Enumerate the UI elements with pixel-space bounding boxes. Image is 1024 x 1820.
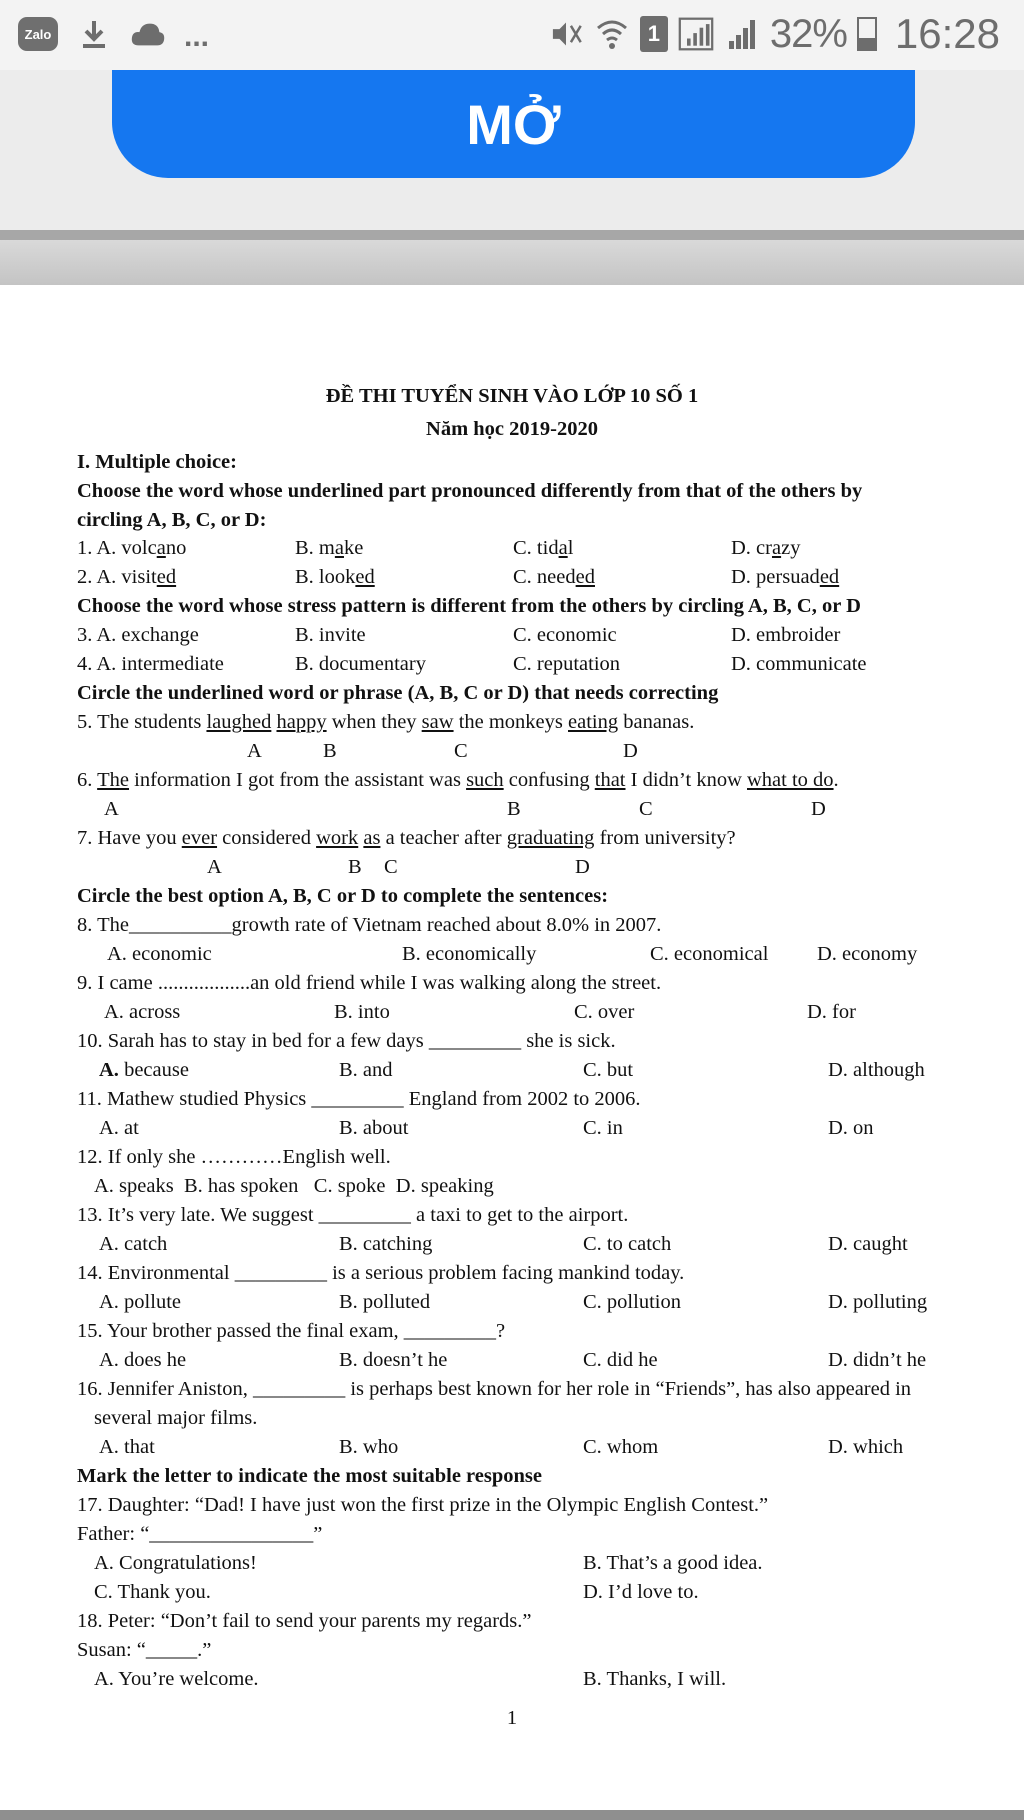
question-13: 13. It’s very late. We suggest _________ a taxi to get to the airport. — [77, 1204, 629, 1226]
option-a: A. across — [104, 1001, 181, 1023]
option-d: D. communicate — [731, 653, 867, 675]
instruction-response: Mark the letter to indicate the most suitable response — [77, 1465, 542, 1487]
option-a: A. does he — [99, 1349, 187, 1371]
question-18: 18. Peter: “Don’t fail to send your parents my regards.” — [77, 1610, 532, 1632]
option-a: A. economic — [107, 943, 212, 965]
option-b: B. That’s a good idea. — [583, 1552, 763, 1574]
question-18-options — [77, 1665, 976, 1693]
option-a: 4. A. intermediate — [77, 653, 224, 675]
question-11: 11. Mathew studied Physics _________ England from 2002 to 2006. — [77, 1088, 641, 1110]
question-7-letters: A B C D — [207, 856, 590, 878]
question-14: 14. Environmental _________ is a serious problem facing mankind today. — [77, 1262, 685, 1284]
question-16-options — [77, 1433, 976, 1461]
question-7: 7. Have you ever considered work as a teacher after graduating from university? — [77, 827, 736, 849]
question-17-father: Father: “________________” — [77, 1523, 323, 1545]
mute-vibrate-icon — [548, 16, 584, 52]
bottom-edge — [0, 1810, 1024, 1820]
option-b: B. documentary — [295, 653, 426, 675]
question-17-options-row2 — [77, 1578, 976, 1606]
question-12: 12. If only she …………English well. — [77, 1146, 391, 1168]
divider — [0, 230, 1024, 240]
option-c: C. economical — [650, 943, 769, 965]
option-d: D. caught — [828, 1233, 908, 1255]
option-c: C. pollution — [583, 1291, 681, 1313]
question-11-options — [77, 1114, 976, 1142]
cloud-icon — [130, 16, 166, 52]
question-6: 6. The information I got from the assistant was such confusing that I didn’t know what to do. — [77, 769, 839, 791]
option-b: B. who — [339, 1436, 399, 1458]
option-b: B. Thanks, I will. — [583, 1668, 727, 1690]
option-c: C. reputation — [513, 653, 621, 675]
option-b: B. polluted — [339, 1291, 431, 1313]
question-4 — [77, 650, 976, 678]
question-15: 15. Your brother passed the final exam, _________? — [77, 1320, 506, 1342]
question-2: 2. A. visited B. looked C. needed D. persuaded — [77, 566, 840, 588]
question-3 — [77, 621, 976, 649]
signal-sim2-icon — [724, 16, 760, 52]
clock: 16:28 — [894, 10, 1000, 57]
download-icon — [76, 16, 112, 52]
instruction-pronunciation-cont: circling A, B, C, or D: — [77, 509, 267, 531]
battery-icon — [857, 17, 877, 51]
option-d: D. polluting — [828, 1291, 928, 1313]
question-8-options — [77, 940, 976, 968]
more-notifications: ... — [184, 20, 210, 53]
option-b: B. about — [339, 1117, 409, 1139]
option-c: C. in — [583, 1117, 623, 1139]
battery-percent: 32% — [769, 11, 847, 56]
divider-shadow — [0, 240, 1024, 285]
wifi-icon — [594, 16, 630, 52]
option-d: D. which — [828, 1436, 904, 1458]
instruction-complete: Circle the best option A, B, C or D to complete the sentences: — [77, 885, 609, 907]
sim-icon: 1 — [640, 16, 668, 52]
question-5-letters: A B C D — [247, 740, 638, 762]
status-bar — [0, 0, 1024, 70]
option-d: D. for — [807, 1001, 856, 1023]
option-a: A. pollute — [99, 1291, 181, 1313]
option-d: D. I’d love to. — [583, 1581, 699, 1603]
zalo-icon: Zalo — [18, 17, 58, 51]
question-10-options — [77, 1056, 976, 1084]
instruction-pronunciation: Choose the word whose underlined part pronounced differently from that of the others by — [77, 480, 863, 502]
question-18-susan: Susan: “_____.” — [77, 1639, 212, 1661]
option-c: C. whom — [583, 1436, 659, 1458]
option-d: D. economy — [817, 943, 918, 965]
option-b: B. into — [334, 1001, 390, 1023]
option-a: 3. A. exchange — [77, 624, 199, 646]
open-app-banner — [0, 70, 1024, 230]
option-d: D. although — [828, 1059, 925, 1081]
options-inline: A. speaks B. has spoken C. spoke D. speaking — [94, 1175, 494, 1197]
question-10: 10. Sarah has to stay in bed for a few days _________ she is sick. — [77, 1030, 616, 1052]
instruction-stress: Choose the word whose stress pattern is different from the others by circling A, B, C, or D — [77, 595, 861, 617]
question-9: 9. I came ..................an old friend while I was walking along the street. — [77, 972, 662, 994]
option-a: A. because — [99, 1059, 189, 1081]
option-b: B. invite — [295, 624, 366, 646]
doc-year: Năm học 2019-2020 — [426, 418, 598, 440]
page-number: 1 — [506, 1707, 518, 1729]
question-13-options — [77, 1230, 976, 1258]
question-1: 1. A. volcano B. make C. tidal D. crazy — [77, 537, 801, 559]
option-d: D. didn’t he — [828, 1349, 927, 1371]
option-c: C. economic — [513, 624, 617, 646]
option-a: A. You’re welcome. — [94, 1668, 259, 1690]
question-17-options-row1 — [77, 1549, 976, 1577]
question-17: 17. Daughter: “Dad! I have just won the first prize in the Olympic English Contest.” — [77, 1494, 769, 1516]
option-c: C. to catch — [583, 1233, 672, 1255]
question-12-options — [77, 1172, 976, 1200]
option-c: C. but — [583, 1059, 634, 1081]
section-heading: I. Multiple choice: — [77, 451, 237, 473]
option-b: B. and — [339, 1059, 393, 1081]
instruction-correcting: Circle the underlined word or phrase (A, B, C or D) that needs correcting — [77, 682, 719, 704]
option-c: C. Thank you. — [94, 1581, 211, 1603]
option-c: C. did he — [583, 1349, 658, 1371]
status-left — [18, 14, 209, 54]
option-d: D. on — [828, 1117, 874, 1139]
question-9-options — [77, 998, 976, 1026]
question-15-options — [77, 1346, 976, 1374]
option-a: A. at — [99, 1117, 139, 1139]
option-b: B. economically — [402, 943, 537, 965]
signal-sim1-icon — [678, 16, 714, 52]
open-button[interactable]: MỞ — [112, 70, 915, 178]
question-16: 16. Jennifer Aniston, _________ is perhaps best known for her role in “Friends”, has also appeared in — [77, 1378, 912, 1400]
option-c: C. over — [574, 1001, 635, 1023]
document-page — [0, 285, 1024, 1810]
option-a: A. catch — [99, 1233, 168, 1255]
option-b: B. doesn’t he — [339, 1349, 448, 1371]
option-a: A. that — [99, 1436, 155, 1458]
question-8: 8. The__________growth rate of Vietnam reached about 8.0% in 2007. — [77, 914, 662, 936]
question-5: 5. The students laughed happy when they saw the monkeys eating bananas. — [77, 711, 695, 733]
option-a: A. Congratulations! — [94, 1552, 257, 1574]
question-16-cont: several major films. — [94, 1407, 258, 1429]
option-d: D. embroider — [731, 624, 841, 646]
doc-title: ĐỀ THI TUYỂN SINH VÀO LỚP 10 SỐ 1 — [325, 385, 699, 407]
option-b: B. catching — [339, 1233, 433, 1255]
status-right — [548, 10, 1000, 58]
question-6-letters: A B C D — [104, 798, 826, 820]
question-14-options — [77, 1288, 976, 1316]
